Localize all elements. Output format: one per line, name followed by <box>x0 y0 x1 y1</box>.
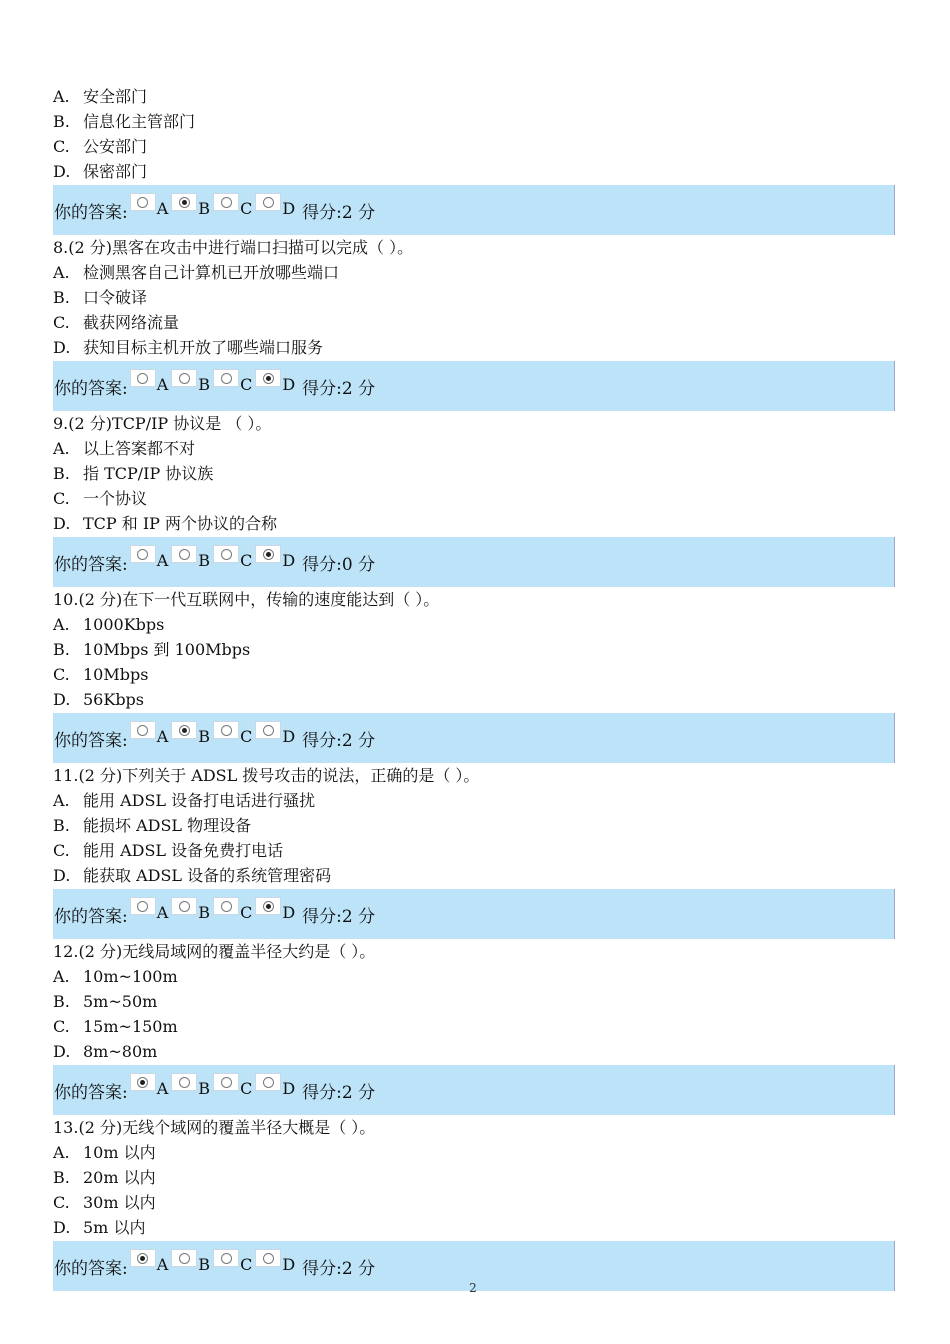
option-letter: A. <box>53 1143 70 1162</box>
option-row <box>53 310 895 335</box>
question-title: 8.(2 分)黑客在攻击中进行端口扫描可以完成（ ）。 <box>53 238 414 257</box>
option-letter: B. <box>53 640 70 659</box>
radio-button[interactable] <box>171 721 197 739</box>
option-row <box>53 260 895 285</box>
radio-button[interactable] <box>171 897 197 915</box>
question-title: 12.(2 分)无线局域网的覆盖半径大约是（ ）。 <box>53 942 376 961</box>
radio-button[interactable] <box>255 369 281 387</box>
radio-button[interactable] <box>255 897 281 915</box>
option-text: 以上答案都不对 <box>83 439 196 458</box>
option-letter: C. <box>53 1193 70 1212</box>
option-row <box>53 159 895 184</box>
radio-circle-icon <box>221 725 232 736</box>
option-row <box>53 1140 895 1165</box>
radio-letter: B <box>198 1079 211 1098</box>
radio-letter: B <box>198 551 211 570</box>
answer-radio-option[interactable] <box>130 375 172 397</box>
answer-radio-option[interactable] <box>130 199 172 221</box>
option-letter: B. <box>53 112 70 131</box>
radio-selected-dot-icon <box>266 376 271 381</box>
radio-button[interactable] <box>213 1249 239 1267</box>
answer-radio-option[interactable] <box>171 199 213 221</box>
radio-letter: C <box>240 375 253 394</box>
option-letter: C. <box>53 489 70 508</box>
radio-selected-dot-icon <box>266 552 271 557</box>
option-row <box>53 687 895 712</box>
answer-radio-option[interactable] <box>213 903 255 925</box>
radio-button[interactable] <box>213 369 239 387</box>
radio-circle-icon <box>137 1253 148 1264</box>
option-text: 能用 ADSL 设备免费打电话 <box>83 841 284 860</box>
answer-radio-option[interactable] <box>213 551 255 573</box>
option-row <box>53 989 895 1014</box>
answer-radio-option[interactable] <box>255 1079 298 1101</box>
radio-button[interactable] <box>130 545 156 563</box>
answer-radio-option[interactable] <box>130 903 172 925</box>
option-row <box>53 813 895 838</box>
answer-radio-option[interactable] <box>255 903 298 925</box>
radio-button[interactable] <box>130 193 156 211</box>
option-letter: B. <box>53 816 70 835</box>
radio-letter: C <box>240 551 253 570</box>
answer-radio-option[interactable] <box>171 727 213 749</box>
radio-circle-icon <box>179 373 190 384</box>
page-number: 2 <box>469 1281 477 1295</box>
option-text: 5m 以内 <box>83 1218 146 1237</box>
answer-radio-option[interactable] <box>171 903 213 925</box>
option-text: 一个协议 <box>83 489 148 508</box>
question-block <box>53 763 895 939</box>
quiz-page <box>53 84 895 1291</box>
radio-button[interactable] <box>255 1073 281 1091</box>
question-block <box>53 587 895 763</box>
option-text: 30m 以内 <box>83 1193 156 1212</box>
score-text: 得分:2 分 <box>302 730 376 751</box>
option-text: 能损坏 ADSL 物理设备 <box>83 816 252 835</box>
answer-radio-option[interactable] <box>213 1079 255 1101</box>
radio-letter: A <box>156 1255 169 1274</box>
answer-radio-option[interactable] <box>213 727 255 749</box>
radio-button[interactable] <box>130 721 156 739</box>
radio-letter: A <box>156 727 169 746</box>
option-text: 保密部门 <box>83 162 148 181</box>
radio-letter: C <box>240 1079 253 1098</box>
radio-button[interactable] <box>130 897 156 915</box>
radio-letter: D <box>282 199 296 218</box>
option-letter: A. <box>53 439 70 458</box>
radio-circle-icon <box>221 373 232 384</box>
option-row <box>53 612 895 637</box>
radio-button[interactable] <box>213 193 239 211</box>
option-letter: A. <box>53 87 70 106</box>
radio-circle-icon <box>137 197 148 208</box>
radio-button[interactable] <box>213 1073 239 1091</box>
option-letter: D. <box>53 1218 71 1237</box>
option-row <box>53 511 895 536</box>
question-title: 13.(2 分)无线个域网的覆盖半径大概是（ ）。 <box>53 1118 376 1137</box>
option-text: 5m~50m <box>83 992 158 1011</box>
answer-radio-option[interactable] <box>255 551 298 573</box>
option-row <box>53 788 895 813</box>
radio-circle-icon <box>221 197 232 208</box>
answer-label: 你的答案: <box>54 1082 128 1103</box>
radio-circle-icon <box>263 725 274 736</box>
answer-radio-option[interactable] <box>130 1255 172 1277</box>
option-letter: A. <box>53 967 70 986</box>
radio-circle-icon <box>137 1077 148 1088</box>
radio-button[interactable] <box>171 1249 197 1267</box>
radio-button[interactable] <box>213 721 239 739</box>
option-row <box>53 1039 895 1064</box>
radio-circle-icon <box>179 725 190 736</box>
question-title: 11.(2 分)下列关于 ADSL 拨号攻击的说法，正确的是（ ）。 <box>53 766 480 785</box>
option-text: 10m~100m <box>83 967 178 986</box>
score-text: 得分:2 分 <box>302 1082 376 1103</box>
answer-radio-option[interactable] <box>213 1255 255 1277</box>
radio-letter: C <box>240 903 253 922</box>
option-row <box>53 1014 895 1039</box>
radio-letter: B <box>198 199 211 218</box>
option-text: 10Mbps <box>83 665 149 684</box>
option-text: 获知目标主机开放了哪些端口服务 <box>83 338 324 357</box>
radio-circle-icon <box>179 1253 190 1264</box>
option-text: 公安部门 <box>83 137 148 156</box>
question-block <box>53 411 895 587</box>
radio-button[interactable] <box>255 1249 281 1267</box>
answer-radio-option[interactable] <box>255 1255 298 1277</box>
radio-button[interactable] <box>171 369 197 387</box>
radio-circle-icon <box>263 1253 274 1264</box>
radio-letter: A <box>156 375 169 394</box>
radio-letter: A <box>156 1079 169 1098</box>
radio-circle-icon <box>263 373 274 384</box>
radio-button[interactable] <box>130 369 156 387</box>
option-row <box>53 838 895 863</box>
radio-circle-icon <box>137 901 148 912</box>
answer-radio-option[interactable] <box>171 1255 213 1277</box>
answer-radio-option[interactable] <box>130 1079 172 1101</box>
option-row <box>53 662 895 687</box>
option-letter: D. <box>53 866 71 885</box>
option-letter: C. <box>53 841 70 860</box>
option-text: 信息化主管部门 <box>83 112 196 131</box>
option-text: 口令破译 <box>83 288 148 307</box>
option-row <box>53 1215 895 1240</box>
answer-radio-option[interactable] <box>171 375 213 397</box>
answer-radio-option[interactable] <box>171 551 213 573</box>
radio-selected-dot-icon <box>140 1256 145 1261</box>
radio-circle-icon <box>179 197 190 208</box>
answer-bar <box>53 185 895 235</box>
option-row <box>53 285 895 310</box>
radio-button[interactable] <box>213 897 239 915</box>
option-letter: B. <box>53 1168 70 1187</box>
option-letter: C. <box>53 665 70 684</box>
option-row <box>53 1165 895 1190</box>
radio-letter: D <box>282 551 296 570</box>
question-block <box>53 235 895 411</box>
answer-radio-option[interactable] <box>213 199 255 221</box>
question-block <box>53 84 895 235</box>
radio-circle-icon <box>179 1077 190 1088</box>
radio-circle-icon <box>179 901 190 912</box>
option-letter: A. <box>53 791 70 810</box>
radio-letter: B <box>198 1255 211 1274</box>
option-letter: D. <box>53 1042 71 1061</box>
radio-button[interactable] <box>255 545 281 563</box>
radio-letter: D <box>282 1255 296 1274</box>
radio-letter: A <box>156 551 169 570</box>
radio-circle-icon <box>137 373 148 384</box>
option-row <box>53 84 895 109</box>
option-letter: C. <box>53 313 70 332</box>
option-letter: D. <box>53 162 71 181</box>
radio-button[interactable] <box>171 545 197 563</box>
radio-letter: D <box>282 375 296 394</box>
radio-circle-icon <box>179 549 190 560</box>
answer-bar <box>53 1065 895 1115</box>
radio-button[interactable] <box>130 1249 156 1267</box>
option-row <box>53 486 895 511</box>
option-row <box>53 109 895 134</box>
radio-circle-icon <box>263 1077 274 1088</box>
answer-radio-option[interactable] <box>255 727 298 749</box>
option-text: 检测黑客自己计算机已开放哪些端口 <box>83 263 340 282</box>
option-row <box>53 335 895 360</box>
option-row <box>53 863 895 888</box>
radio-letter: A <box>156 903 169 922</box>
option-letter: D. <box>53 690 71 709</box>
radio-button[interactable] <box>255 721 281 739</box>
option-text: TCP 和 IP 两个协议的合称 <box>83 514 278 533</box>
radio-selected-dot-icon <box>182 728 187 733</box>
radio-circle-icon <box>221 549 232 560</box>
option-text: 能获取 ADSL 设备的系统管理密码 <box>83 866 332 885</box>
option-letter: B. <box>53 464 70 483</box>
answer-bar <box>53 361 895 411</box>
option-letter: C. <box>53 137 70 156</box>
radio-circle-icon <box>263 549 274 560</box>
radio-circle-icon <box>263 901 274 912</box>
option-letter: B. <box>53 288 70 307</box>
option-letter: B. <box>53 992 70 1011</box>
radio-letter: C <box>240 727 253 746</box>
radio-circle-icon <box>221 1253 232 1264</box>
radio-letter: B <box>198 727 211 746</box>
option-letter: D. <box>53 514 71 533</box>
score-text: 得分:2 分 <box>302 202 376 223</box>
radio-letter: D <box>282 727 296 746</box>
option-text: 56Kbps <box>83 690 145 709</box>
option-row <box>53 964 895 989</box>
radio-letter: B <box>198 375 211 394</box>
answer-label: 你的答案: <box>54 730 128 751</box>
option-text: 20m 以内 <box>83 1168 156 1187</box>
question-block <box>53 1115 895 1291</box>
answer-radio-option[interactable] <box>255 199 298 221</box>
option-text: 指 TCP/IP 协议族 <box>83 464 214 483</box>
option-row <box>53 436 895 461</box>
score-text: 得分:2 分 <box>302 378 376 399</box>
answer-label: 你的答案: <box>54 906 128 927</box>
option-row <box>53 1190 895 1215</box>
answer-radio-option[interactable] <box>171 1079 213 1101</box>
radio-selected-dot-icon <box>182 200 187 205</box>
answer-radio-option[interactable] <box>213 375 255 397</box>
answer-radio-option[interactable] <box>130 727 172 749</box>
option-row <box>53 461 895 486</box>
radio-button[interactable] <box>255 193 281 211</box>
option-row <box>53 637 895 662</box>
radio-circle-icon <box>221 901 232 912</box>
option-text: 1000Kbps <box>83 615 165 634</box>
answer-radio-option[interactable] <box>130 551 172 573</box>
radio-button[interactable] <box>213 545 239 563</box>
radio-circle-icon <box>137 725 148 736</box>
score-text: 得分:2 分 <box>302 906 376 927</box>
option-text: 安全部门 <box>83 87 148 106</box>
answer-label: 你的答案: <box>54 378 128 399</box>
question-block <box>53 939 895 1115</box>
answer-bar <box>53 889 895 939</box>
radio-selected-dot-icon <box>266 904 271 909</box>
option-text: 8m~80m <box>83 1042 158 1061</box>
option-text: 10Mbps 到 100Mbps <box>83 640 251 659</box>
radio-selected-dot-icon <box>140 1080 145 1085</box>
radio-circle-icon <box>137 549 148 560</box>
radio-circle-icon <box>263 197 274 208</box>
option-letter: D. <box>53 338 71 357</box>
option-row <box>53 134 895 159</box>
answer-label: 你的答案: <box>54 554 128 575</box>
radio-letter: C <box>240 1255 253 1274</box>
radio-circle-icon <box>221 1077 232 1088</box>
option-letter: A. <box>53 263 70 282</box>
option-text: 截获网络流量 <box>83 313 180 332</box>
answer-label: 你的答案: <box>54 1258 128 1279</box>
answer-label: 你的答案: <box>54 202 128 223</box>
question-title: 9.(2 分)TCP/IP 协议是 （ ）。 <box>53 414 272 433</box>
answer-radio-option[interactable] <box>255 375 298 397</box>
option-text: 15m~150m <box>83 1017 178 1036</box>
radio-letter: D <box>282 903 296 922</box>
score-text: 得分:0 分 <box>302 554 376 575</box>
option-letter: A. <box>53 615 70 634</box>
option-letter: C. <box>53 1017 70 1036</box>
option-text: 10m 以内 <box>83 1143 156 1162</box>
radio-button[interactable] <box>130 1073 156 1091</box>
answer-bar <box>53 537 895 587</box>
answer-bar <box>53 713 895 763</box>
radio-letter: C <box>240 199 253 218</box>
radio-letter: D <box>282 1079 296 1098</box>
score-text: 得分:2 分 <box>302 1258 376 1279</box>
radio-letter: B <box>198 903 211 922</box>
radio-letter: A <box>156 199 169 218</box>
option-text: 能用 ADSL 设备打电话进行骚扰 <box>83 791 316 810</box>
question-title: 10.(2 分)在下一代互联网中，传输的速度能达到（ ）。 <box>53 590 440 609</box>
radio-button[interactable] <box>171 193 197 211</box>
radio-button[interactable] <box>171 1073 197 1091</box>
